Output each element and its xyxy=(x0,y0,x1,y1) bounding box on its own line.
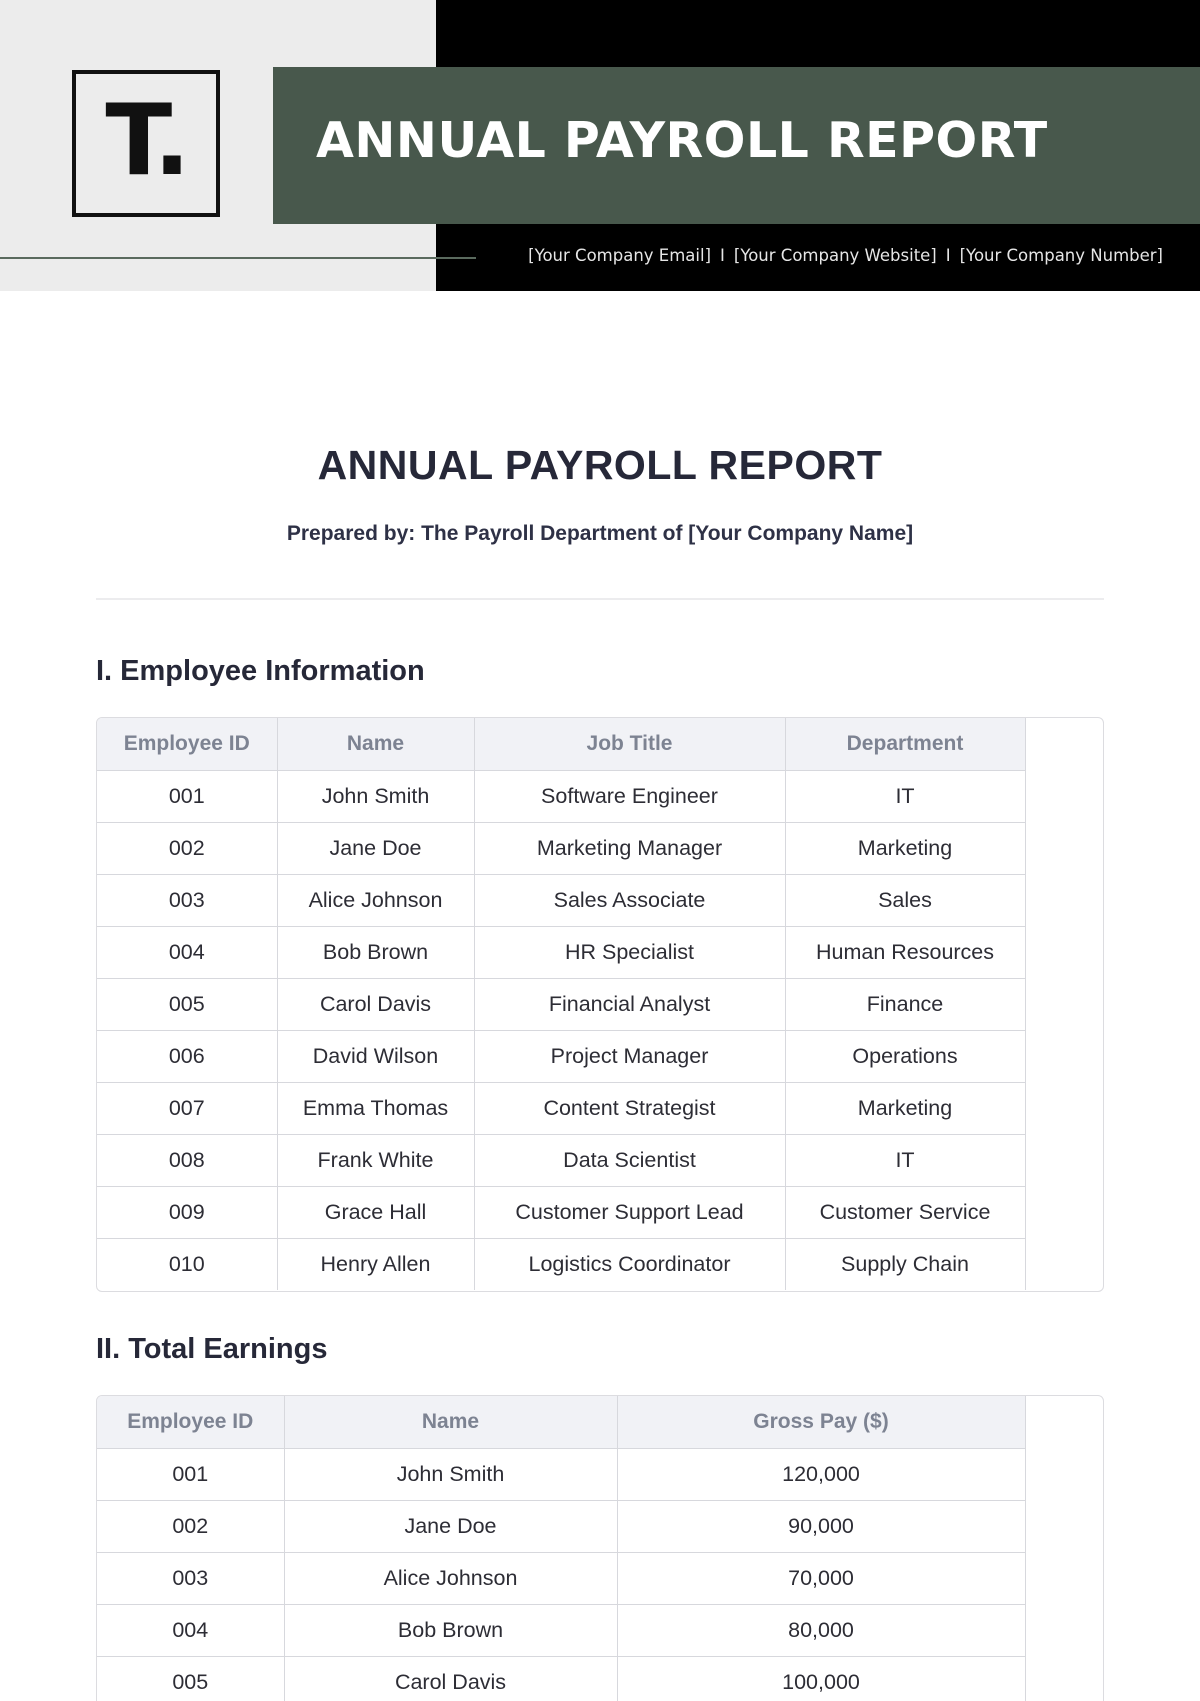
banner-title: ANNUAL PAYROLL REPORT xyxy=(316,112,1048,169)
column-header: Job Title xyxy=(474,718,785,770)
table-row xyxy=(97,822,1025,874)
table-row xyxy=(97,1134,1025,1186)
department-cell: Marketing xyxy=(785,822,1025,874)
employee-information-table-frame xyxy=(96,717,1104,1292)
logo-letter: T. xyxy=(105,84,187,198)
name-cell: John Smith xyxy=(284,1448,617,1500)
table-row xyxy=(97,926,1025,978)
job-title-cell: Customer Support Lead xyxy=(474,1186,785,1238)
name-cell: Jane Doe xyxy=(277,822,474,874)
job-title-cell: Logistics Coordinator xyxy=(474,1238,785,1290)
table-row xyxy=(97,1186,1025,1238)
employee-id-cell: 005 xyxy=(97,978,277,1030)
section-heading-total-earnings: II. Total Earnings xyxy=(96,1333,328,1365)
name-cell: Bob Brown xyxy=(284,1604,617,1656)
company-website: [Your Company Website] xyxy=(733,246,937,265)
name-cell: Jane Doe xyxy=(284,1500,617,1552)
document-title: ANNUAL PAYROLL REPORT xyxy=(317,442,883,488)
gross-pay-cell: 70,000 xyxy=(617,1552,1025,1604)
name-cell: Carol Davis xyxy=(284,1656,617,1701)
department-cell: Human Resources xyxy=(785,926,1025,978)
employee-id-cell: 003 xyxy=(97,874,277,926)
job-title-cell: HR Specialist xyxy=(474,926,785,978)
column-header: Department xyxy=(785,718,1025,770)
name-cell: Henry Allen xyxy=(277,1238,474,1290)
department-cell: Sales xyxy=(785,874,1025,926)
table-row xyxy=(97,1500,1025,1552)
employee-id-cell: 009 xyxy=(97,1186,277,1238)
table-row xyxy=(97,1656,1025,1701)
employee-id-cell: 004 xyxy=(97,926,277,978)
table-header-row xyxy=(97,718,1025,770)
name-cell: Alice Johnson xyxy=(284,1552,617,1604)
employee-id-cell: 002 xyxy=(97,1500,284,1552)
gross-pay-cell: 100,000 xyxy=(617,1656,1025,1701)
contact-separator: I xyxy=(945,246,951,265)
section-heading-employee-information: I. Employee Information xyxy=(96,655,425,687)
department-cell: Marketing xyxy=(785,1082,1025,1134)
company-number: [Your Company Number] xyxy=(959,246,1163,265)
job-title-cell: Software Engineer xyxy=(474,770,785,822)
name-cell: John Smith xyxy=(277,770,474,822)
gross-pay-cell: 90,000 xyxy=(617,1500,1025,1552)
department-cell: Operations xyxy=(785,1030,1025,1082)
job-title-cell: Financial Analyst xyxy=(474,978,785,1030)
company-logo xyxy=(72,70,220,217)
table-row xyxy=(97,978,1025,1030)
department-cell: Finance xyxy=(785,978,1025,1030)
employee-id-cell: 003 xyxy=(97,1552,284,1604)
title-divider xyxy=(96,598,1104,600)
company-contact-row xyxy=(528,246,1163,265)
table-row xyxy=(97,1448,1025,1500)
column-header: Employee ID xyxy=(97,1396,284,1448)
column-header: Name xyxy=(277,718,474,770)
table-row xyxy=(97,1604,1025,1656)
document-subtitle: Prepared by: The Payroll Department of [Your Company Name] xyxy=(286,522,914,545)
employee-id-cell: 001 xyxy=(97,1448,284,1500)
column-header: Name xyxy=(284,1396,617,1448)
table-row xyxy=(97,874,1025,926)
name-cell: Grace Hall xyxy=(277,1186,474,1238)
table-row xyxy=(97,770,1025,822)
job-title-cell: Sales Associate xyxy=(474,874,785,926)
employee-id-cell: 010 xyxy=(97,1238,277,1290)
table-row xyxy=(97,1552,1025,1604)
employee-id-cell: 006 xyxy=(97,1030,277,1082)
name-cell: Bob Brown xyxy=(277,926,474,978)
employee-id-cell: 004 xyxy=(97,1604,284,1656)
column-header: Gross Pay ($) xyxy=(617,1396,1025,1448)
column-header: Employee ID xyxy=(97,718,277,770)
name-cell: Frank White xyxy=(277,1134,474,1186)
employee-id-cell: 007 xyxy=(97,1082,277,1134)
table-row xyxy=(97,1238,1025,1290)
employee-id-cell: 005 xyxy=(97,1656,284,1701)
header-divider-line xyxy=(0,257,476,259)
department-cell: Supply Chain xyxy=(785,1238,1025,1290)
total-earnings-table xyxy=(97,1396,1026,1701)
gross-pay-cell: 80,000 xyxy=(617,1604,1025,1656)
job-title-cell: Content Strategist xyxy=(474,1082,785,1134)
table-row xyxy=(97,1030,1025,1082)
employee-id-cell: 001 xyxy=(97,770,277,822)
total-earnings-table-frame xyxy=(96,1395,1104,1701)
gross-pay-cell: 120,000 xyxy=(617,1448,1025,1500)
name-cell: Alice Johnson xyxy=(277,874,474,926)
department-cell: Customer Service xyxy=(785,1186,1025,1238)
employee-information-table xyxy=(97,718,1026,1290)
company-email: [Your Company Email] xyxy=(528,246,712,265)
department-cell: IT xyxy=(785,1134,1025,1186)
department-cell: IT xyxy=(785,770,1025,822)
contact-separator: I xyxy=(720,246,725,265)
table-row xyxy=(97,1082,1025,1134)
employee-id-cell: 002 xyxy=(97,822,277,874)
name-cell: David Wilson xyxy=(277,1030,474,1082)
name-cell: Carol Davis xyxy=(277,978,474,1030)
name-cell: Emma Thomas xyxy=(277,1082,474,1134)
job-title-cell: Project Manager xyxy=(474,1030,785,1082)
table-header-row xyxy=(97,1396,1025,1448)
job-title-cell: Data Scientist xyxy=(474,1134,785,1186)
job-title-cell: Marketing Manager xyxy=(474,822,785,874)
employee-id-cell: 008 xyxy=(97,1134,277,1186)
